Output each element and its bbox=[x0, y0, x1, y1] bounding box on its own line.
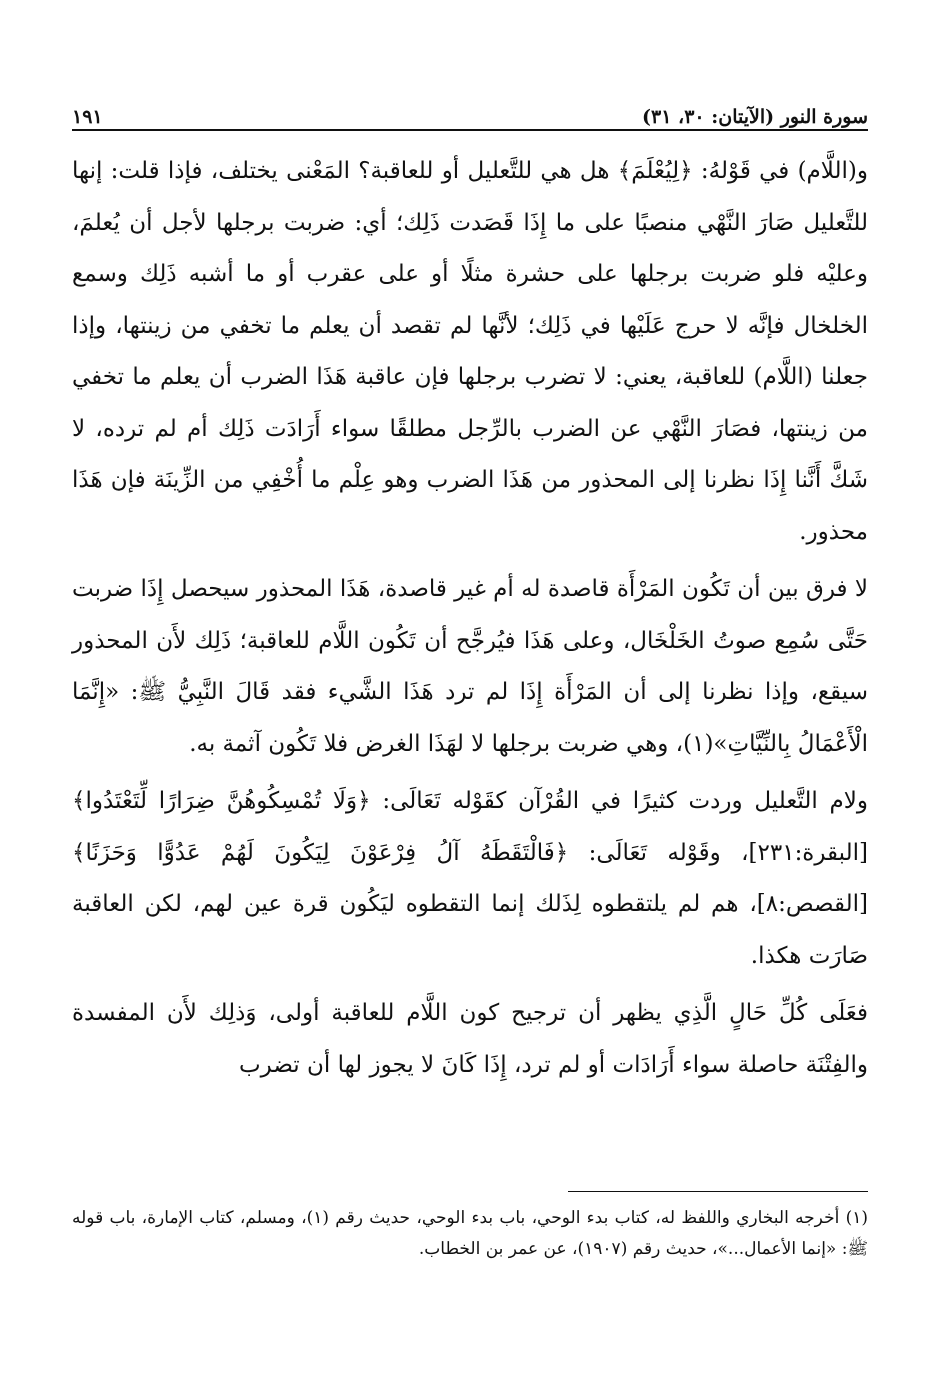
footnote-rule bbox=[568, 1191, 868, 1192]
footnotes bbox=[72, 1203, 868, 1265]
running-title: سورة النور (الآيتان: ٣٠، ٣١) bbox=[642, 106, 868, 128]
page-number: ١٩١ bbox=[72, 106, 103, 128]
paragraph: و(اللَّام) في قَوْلهُ: ﴿لِيُعْلَمَ﴾ هل هي للتَّعليل أو للعاقبة؟ المَعْنى يختلف، فإذا قلت: إنها للتَّعليل صَارَ النَّهْي منصبًا على ما إِذَا قَصَدت ذَلِك؛ أي: ضربت برجلها لأجل أن يُعلمَ، وعليْه فلو ضربت برجلها على حشرة مثلًا أو على عقرب أو ما أشبه ذَلِك وسمع الخلخال فإنَّه لا حرج عَلَيْها في ذَلِك؛ لأنَّها لم تقصد أن يعلم ما تخفي من زينتها، وإذا جعلنا (اللَّام) للعاقبة، يعني: لا تضرب برجلها فإن عاقبة هَذَا الضرب أن يعلم ما تخفي من زينتها، فصَارَ النَّهْي عن الضرب بالرِّجل مطلقًا سواء أَرَادَت ذَلِك أم لم ترده، لا شَكَّ أَنَّنا إِذَا نظرنا إلى المحذور من هَذَا الضرب وهو عِلْم ما أُخْفِي من الزِّينَة فإن هَذَا محذور. bbox=[72, 158, 868, 545]
paragraph: لا فرق بين أن تَكُون المَرْأَة قاصدة له أم غير قاصدة، هَذَا المحذور سيحصل إِذَا ضربت حَتَّى سُمِع صوتُ الخَلْخَال، وعلى هَذَا فيُرجَّح أن تَكُون اللَّام للعاقبة؛ ذَلِك لأَن المحذور سيقع، وإذا نظرنا إلى أن المَرْأَة إِذَا لم ترد هَذَا الشَّيء فقد قَالَ النَّبِيُّ ﷺ: «إِنَّمَا الْأَعْمَالُ بِالنِّيَّاتِ»(١)، وهي ضربت برجلها لا لهَذَا الغرض فلا تَكُون آثمة به. bbox=[72, 576, 868, 757]
paragraph: فعَلَى كُلِّ حَالٍ الَّذِي يظهر أن ترجيح كون اللَّام للعاقبة أولى، وَذلِك لأَن المفسدة والفِتْنَة حاصلة سواء أَرَادَات أو لم ترد، إِذَا كَانَ لا يجوز لها أن تضرب bbox=[72, 1000, 868, 1078]
header-rule bbox=[72, 129, 868, 131]
paragraph: ولام التَّعليل وردت كثيرًا في القُرْآن كقَوْله تَعَالَى: ﴿وَلَا تُمْسِكُوهُنَّ ضِرَارًا لِّتَعْتَدُوا﴾ [البقرة:٢٣١]، وقَوْله تَعَالَى: ﴿فَالْتَقَطَهُ آلُ فِرْعَوْنَ لِيَكُونَ لَهُمْ عَدُوًّا وَحَزَنًا﴾ [القصص:٨]، هم لم يلتقطوه لِذَلك إنما التقطوه ليَكُون قرة عين لهم، لكن العاقبة صَارَت هكذا. bbox=[72, 788, 868, 969]
page-header bbox=[72, 94, 868, 128]
footnote: (١) أخرجه البخاري واللفظ له، كتاب بدء الوحي، باب بدء الوحي، حديث رقم (١)، ومسلم، كتاب الإمارة، باب قوله ﷺ: «إنما الأعمال...»، حديث رقم (١٩٠٧)، عن عمر بن الخطاب. bbox=[72, 1208, 868, 1259]
body-text bbox=[72, 146, 868, 1091]
